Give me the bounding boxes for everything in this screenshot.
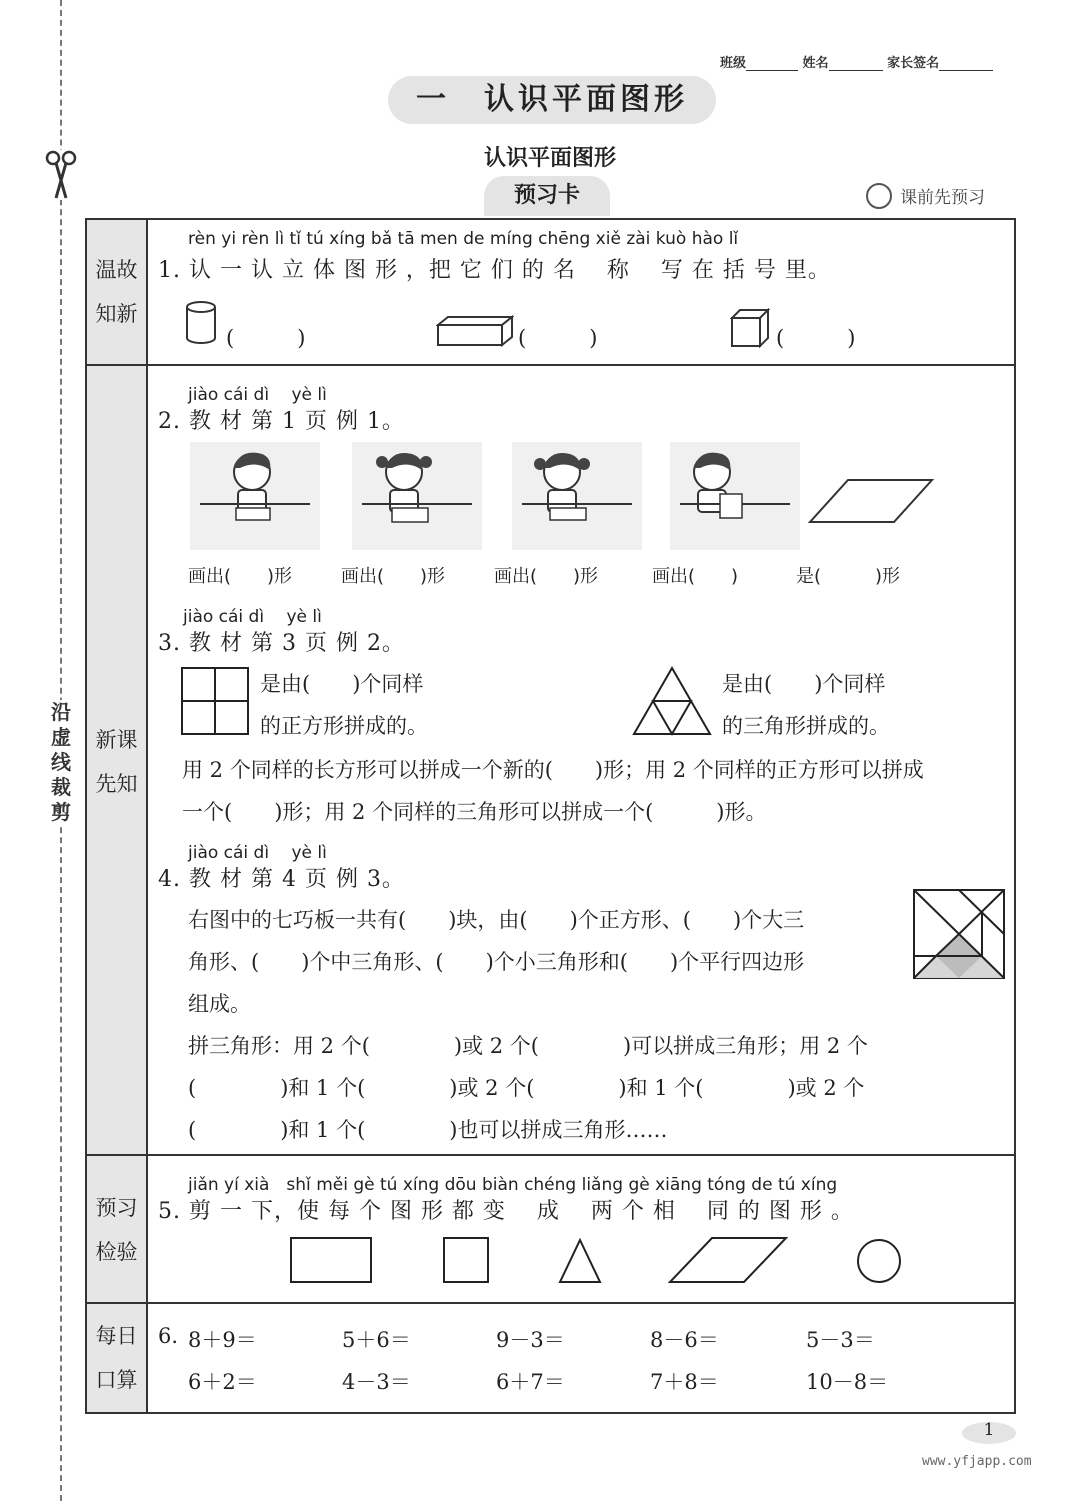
cut-char: 虚 [51, 725, 71, 749]
label-line: 先知 [95, 772, 138, 796]
calc-item: 10－8＝ [806, 1370, 889, 1394]
cuboid-icon [436, 315, 514, 351]
q4-text: 4. 教 材 第 4 页 例 3。 [158, 867, 405, 892]
q2-caption: 是( )形 [796, 566, 901, 587]
section-label-new [87, 718, 146, 806]
alarm-clock-icon [866, 183, 892, 209]
card-title: 预习卡 [484, 176, 610, 216]
scissors-icon [42, 150, 80, 200]
row-divider [85, 1302, 1016, 1304]
q2-caption: 画出( ) [652, 566, 739, 587]
q4-pinyin: jiào cái dì yè lì [188, 843, 327, 863]
label-line: 知新 [95, 302, 138, 326]
label-line: 检验 [95, 1240, 138, 1264]
q4-line5: ( )和 1 个( )或 2 个( )和 1 个( )或 2 个 [188, 1076, 865, 1100]
section-label-review [87, 248, 146, 336]
calc-item: 6＋2＝ [188, 1370, 257, 1394]
label-line: 预习 [95, 1196, 138, 1220]
square-shape [442, 1236, 490, 1288]
cut-char: 剪 [51, 800, 71, 824]
calc-item: 6＋7＝ [496, 1370, 565, 1394]
rectangle-shape [289, 1236, 373, 1288]
calc-item: 9－3＝ [496, 1328, 565, 1352]
section-label-check [87, 1186, 146, 1274]
q3-paragraph2: 一个( )形；用 2 个同样的三角形可以拼成一个( )形。 [182, 800, 767, 824]
q1-blank[interactable]: ( ) [518, 326, 598, 350]
cut-instruction [46, 700, 76, 825]
q1-text: 1. 认 一 认 立 体 图 形 ，把 它 们 的 名 称 写 在 括 号 里。 [158, 258, 831, 283]
q1-blank[interactable]: ( ) [226, 326, 306, 350]
parent-sign-field[interactable] [939, 56, 993, 71]
cube-icon [730, 308, 770, 352]
lesson-title: 认识平面图形 [483, 146, 616, 171]
name-field[interactable] [829, 56, 883, 71]
q4-line6: ( )和 1 个( )也可以拼成三角形…… [188, 1118, 668, 1142]
q2-caption: 画出( )形 [494, 566, 599, 587]
q3-text: 3. 教 材 第 3 页 例 2。 [158, 631, 405, 656]
label-line: 新课 [95, 728, 138, 752]
q4-line2: 角形、( )个中三角形、( )个小三角形和( )个平行四边形 [188, 950, 805, 974]
calc-item: 8－6＝ [650, 1328, 719, 1352]
q3-paragraph1: 用 2 个同样的长方形可以拼成一个新的( )形；用 2 个同样的正方形可以拼成 [182, 758, 924, 782]
row-divider [85, 1154, 1016, 1156]
class-label: 班级 [720, 56, 747, 71]
name-label: 姓名 [802, 56, 829, 71]
q1-pinyin: rèn yi rèn lì tǐ tú xíng bǎ tā men de míng chēng xiě zài kuò hào lǐ [188, 229, 739, 249]
page-number: 1 [962, 1422, 1016, 1444]
row-divider [85, 364, 1016, 366]
four-squares-shape [180, 666, 250, 740]
cut-char: 裁 [51, 775, 71, 799]
q1-blank[interactable]: ( ) [776, 326, 856, 350]
q3-pinyin: jiào cái dì yè lì [183, 607, 322, 627]
calc-item: 4－3＝ [342, 1370, 411, 1394]
q3-triangle-line1: 是由( )个同样 [722, 672, 886, 696]
q2-caption: 画出( )形 [188, 566, 293, 587]
preview-tag [866, 183, 985, 211]
q5-text: 5. 剪 一 下，使 每 个 图 形 都 变 成 两 个 相 同 的 图 形 。 [158, 1199, 854, 1224]
calc-item: 7＋8＝ [650, 1370, 719, 1394]
q3-triangle-line2: 的三角形拼成的。 [722, 714, 890, 738]
table-divider [146, 218, 148, 1414]
watermark: www.yfjapp.com [922, 1454, 1032, 1469]
label-line: 口算 [95, 1368, 138, 1392]
boy-tracing-illustration [670, 442, 800, 556]
cylinder-icon [184, 300, 218, 350]
class-field[interactable] [746, 56, 798, 71]
parallelogram-shape [668, 1236, 788, 1288]
girl-tracing-illustration [352, 442, 482, 556]
preview-tag-text: 课前先预习 [900, 188, 985, 208]
q3-square-line1: 是由( )个同样 [260, 672, 424, 696]
unit-title: 一 认识平面图形 [388, 76, 716, 124]
section-label-daily [87, 1314, 146, 1402]
parallelogram-shape [808, 476, 934, 530]
q4-line1: 右图中的七巧板一共有( )块，由( )个正方形、( )个大三 [188, 908, 805, 932]
q6-prefix: 6. [158, 1324, 179, 1348]
cut-char: 线 [51, 750, 71, 774]
q3-square-line2: 的正方形拼成的。 [260, 714, 428, 738]
label-line: 温故 [95, 258, 138, 282]
cut-char: 沿 [51, 700, 71, 724]
tangram-shape [912, 888, 1006, 984]
calc-item: 8＋9＝ [188, 1328, 257, 1352]
calc-item: 5＋6＝ [342, 1328, 411, 1352]
girl-tracing-illustration [512, 442, 642, 556]
child-tracing-illustration [190, 442, 320, 556]
q4-line4: 拼三角形：用 2 个( )或 2 个( )可以拼成三角形；用 2 个 [188, 1034, 868, 1058]
student-info-line [720, 52, 993, 71]
q5-pinyin: jiǎn yí xià shǐ měi gè tú xíng dōu biàn chéng liǎng gè xiāng tóng de tú xíng [188, 1175, 838, 1195]
q2-pinyin: jiào cái dì yè lì [188, 385, 327, 405]
four-triangles-shape [632, 666, 712, 740]
circle-shape [856, 1238, 902, 1288]
q2-caption: 画出( )形 [341, 566, 446, 587]
calc-item: 5－3＝ [806, 1328, 875, 1352]
q4-line3: 组成。 [188, 992, 251, 1016]
label-line: 每日 [95, 1324, 138, 1348]
q2-text: 2. 教 材 第 1 页 例 1。 [158, 409, 405, 434]
triangle-shape [558, 1238, 602, 1288]
parent-sign-label: 家长签名 [887, 56, 940, 71]
